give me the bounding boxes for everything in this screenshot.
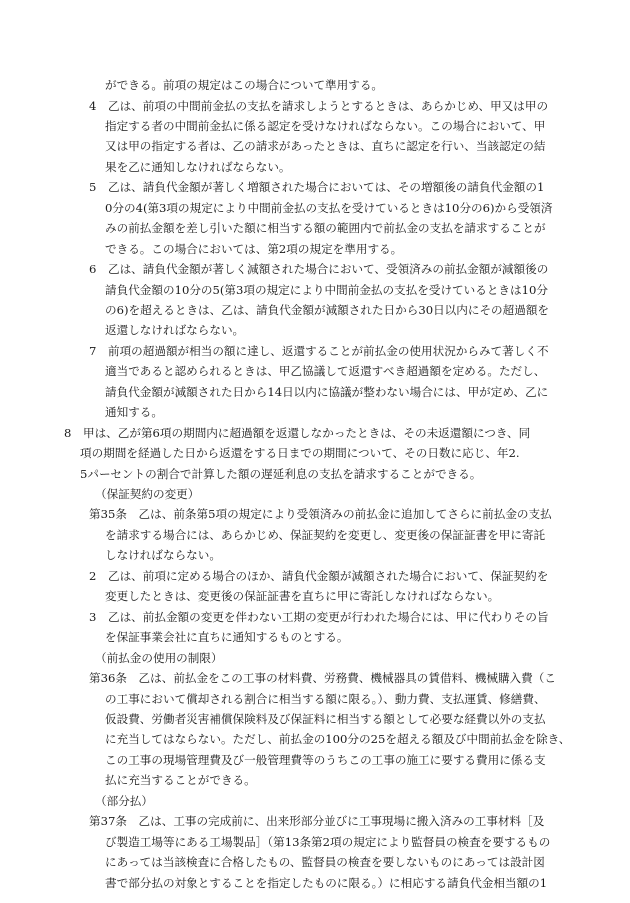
text-line: 変更したときは、変更後の保証証書を直ちに甲に寄託しなければならない。: [105, 589, 500, 604]
text-line: みの前払金額を差し引いた額に相当する額の範囲内で前払金の支払を請求することが: [105, 221, 546, 236]
text-line: できる。この場合においては、第2項の規定を準用する。: [105, 241, 403, 256]
text-line: を保証事業会社に直ちに通知するものとする。: [105, 630, 349, 645]
text-line: 返還しなければならない。: [105, 323, 245, 338]
text-line: 通知する。: [105, 405, 163, 420]
text-line: 仮設費、労働者災害補償保険料及び保証料に相当する額として必要な経費以外の支払: [105, 711, 546, 726]
text-line: を請求する場合には、あらかじめ、保証契約を変更し、変更後の保証証書を甲に寄託: [105, 527, 546, 542]
text-line: この工事の現場管理費及び一般管理費等のうちこの工事の施工に要する費用に係る支: [105, 752, 546, 767]
section-heading: （部分払）: [95, 793, 153, 808]
text-line: 請負代金額が減額された日から14日以内に協議が整わない場合には、甲が定め、乙に: [105, 384, 549, 399]
text-line: ができる。前項の規定はこの場合について準用する。: [105, 78, 384, 92]
section-heading: （前払金の使用の制限）: [95, 650, 223, 665]
paragraph-5-line: 5 乙は、請負代金額が著しく増額された場合においては、その増額後の請負代金額の1: [89, 180, 545, 195]
text-line: び製造工場等にある工場製品］（第13条第2項の規定により監督員の検査を要するもの: [105, 834, 551, 849]
article-37-line: 第37条 乙は、工事の完成前に、出来形部分並びに工事現場に搬入済みの工事材料［及: [89, 814, 545, 829]
text-line: しなければならない。: [105, 548, 221, 563]
text-line: 0分の4(第3項の規定により中間前金払の支払を受けているときは10分の6)から受領済: [105, 200, 553, 215]
text-line: 又は甲の指定する者は、乙の請求があったときは、直ちに認定を行い、当該認定の結: [105, 139, 546, 154]
text-line: 項の期間を経過した日から返還をする日までの期間について、その日数に応じ、年2.: [80, 446, 520, 461]
section-heading: （保証契約の変更）: [95, 487, 200, 501]
text-line: 請負代金額の10分の5(第3項の規定により中間前金払の支払を受けているときは10分: [105, 282, 548, 297]
paragraph-8-line: 8 甲は、乙が第6項の期間内に超過額を返還しなかったときは、その未返還額につき、同: [64, 425, 531, 440]
text-line: 果を乙に通知しなければならない。: [105, 159, 291, 174]
text-line: にあっては当該検査に合格したもの、監督員の検査を要しないものにあっては設計図: [105, 855, 545, 870]
text-line: 指定する者の中間前金払に係る認定を受けなければならない。この場合において、甲: [105, 118, 546, 133]
text-line: 適当であると認められるときは、甲乙協議して返還すべき超過額を定める。ただし、: [105, 364, 546, 379]
paragraph-7-line: 7 前項の超過額が相当の額に達し、返還することが前払金の使用状況からみて著しく不: [89, 343, 549, 358]
article-36-line: 第36条 乙は、前払金をこの工事の材料費、労務費、機械器具の賃借料、機械購入費（こ: [89, 671, 556, 685]
text-line: 書で部分払の対象とすることを指定したものに限る。）に相応する請負代金相当額の1: [105, 875, 548, 890]
text-line: 払に充当することができる。: [105, 773, 256, 788]
paragraph-4-line: 4 乙は、前項の中間前金払の支払を請求しようとするときは、あらかじめ、甲又は甲の: [89, 98, 549, 113]
text-line: の6)を超えるときは、乙は、請負代金額が減額された日から30日以内にその超過額を: [105, 302, 550, 317]
article-35-line: 第35条 乙は、前条第5項の規定により受領済みの前払金に追加してさらに前払金の支払: [89, 507, 552, 522]
text-line: 5パーセントの割合で計算した額の遅延利息の支払を請求することができる。: [80, 466, 482, 481]
text-line: に充当してはならない。ただし、前払金の100分の25を超える額及び中間前払金を除き、: [105, 732, 571, 747]
article-35-paragraph-3-line: 3 乙は、前払金額の変更を伴わない工期の変更が行われた場合には、甲に代わりその旨: [89, 609, 549, 624]
paragraph-6-line: 6 乙は、請負代金額が著しく減額された場合において、受領済みの前払金額が減額後の: [89, 262, 549, 276]
text-line: の工事において償却される割合に相当する額に限る。）、動力費、支払運賃、修繕費、: [105, 691, 546, 706]
article-35-paragraph-2-line: 2 乙は、前項に定める場合のほか、請負代金額が減額された場合において、保証契約を: [89, 568, 549, 583]
